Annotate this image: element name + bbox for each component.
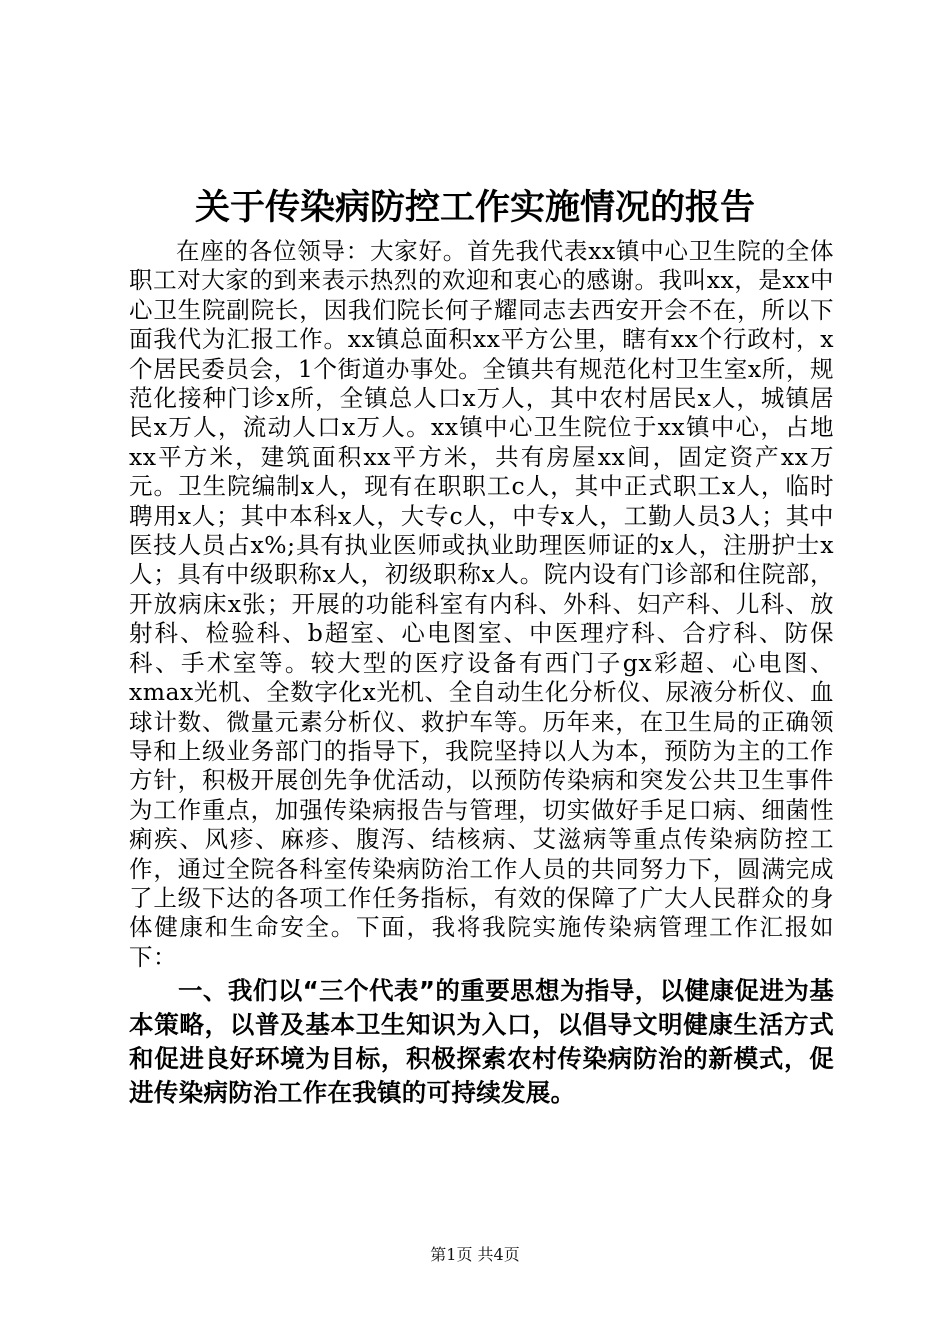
page-footer: 第1页 共4页	[430, 1245, 520, 1264]
intro-paragraph: 在座的各位领导：大家好。首先我代表xx镇中心卫生院的全体职工对大家的到来表示热烈的欢迎和衷心的感谢。我叫xx，是xx中心卫生院副院长，因我们院长何子耀同志去西安开会不在，所以下面我代为汇报工作。xx镇总面积xx平方公里，瞎有xx个行政村，x个居民委员会，1个街道办事处。全镇共有规范化村卫生室x所，规范化接种门诊x所，全镇总人口x万人，其中农村居民x人，城镇居民x万人，流动人口x万人。xx镇中心卫生院位于xx镇中心，占地xx平方米，建筑面积xx平方米，共有房屋xx间，固定资产xx万元。卫生院编制x人，现有在职职工c人，其中正式职工x人，临时聘用x人；其中本科x人，大专c人，中专x人，工勤人员3人；其中医技人员占x%;具有执业医师或执业助理医师证的x人，注册护士x人；具有中级职称x人，初级职称x人。院内设有门诊部和住院部，开放病床x张；开展的功能科室有内科、外科、妇产科、儿科、放射科、检验科、b超室、心电图室、中医理疗科、合疗科、防保科、手术室等。较大型的医疗设备有西门子gx彩超、心电图、xmax光机、全数字化x光机、全自动生化分析仪、尿液分析仪、血球计数、微量元素分析仪、救护车等。历年来，在卫生局的正确领导和上级业务部门的指导下，我院坚持以人为本，预防为主的工作方针，积极开展创先争优活动，以预防传染病和突发公共卫生事件为工作重点，加强传染病报告与管理，切实做好手足口病、细菌性痢疾、风疹、麻疹、腹泻、结核病、艾滋病等重点传染病防控工作，通过全院各科室传染病防治工作人员的共同努力下，圆满完成了上级下达的各项工作任务指标，有效的保障了广大人民群众的身体健康和生命安全。下面，我将我院实施传染病管理工作汇报如下：	[129, 237, 834, 971]
document-title: 关于传染病防控工作实施情况的报告	[194, 187, 755, 228]
document-body	[129, 237, 834, 1110]
section-one-paragraph: 一、我们以“三个代表”的重要思想为指导，以健康促进为基本策略，以普及基本卫生知识为入口，以倡导文明健康生活方式和促进良好环境为目标，积极探索农村传染病防治的新模式，促进传染病防治工作在我镇的可持续发展。	[129, 976, 834, 1108]
